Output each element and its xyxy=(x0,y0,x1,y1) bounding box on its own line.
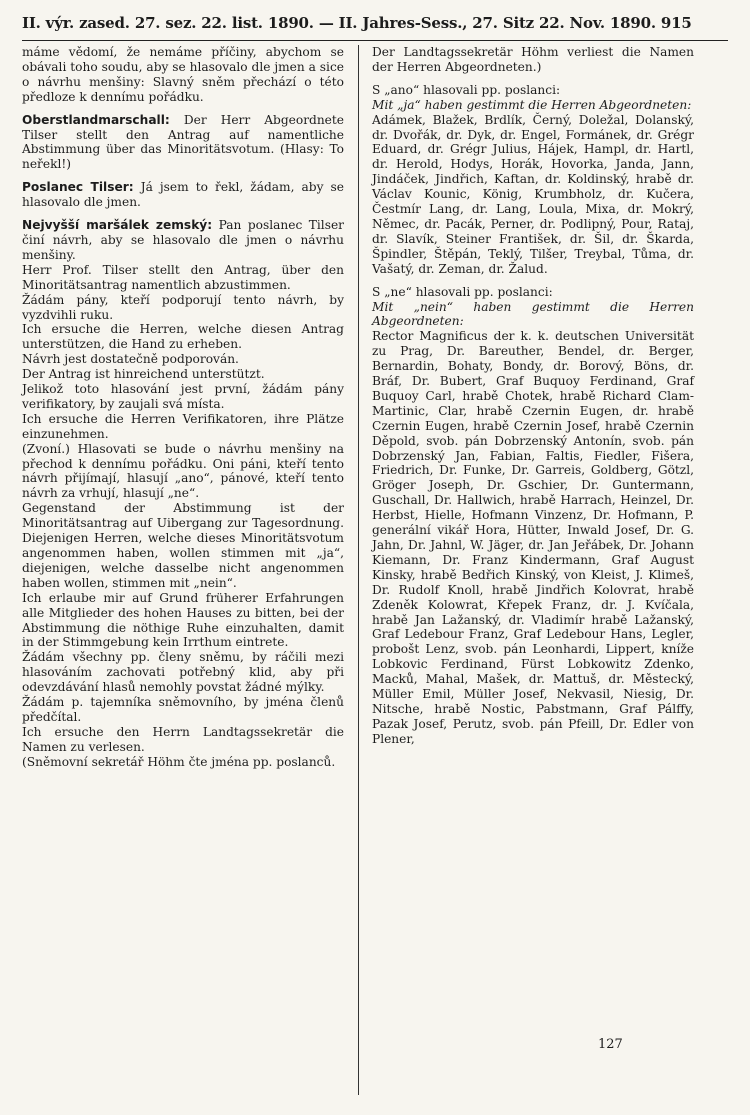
paragraph xyxy=(22,322,344,352)
paragraph-text: Žádám pány, kteří podporují tento návrh, by vyzdvihli ruku. xyxy=(22,292,344,322)
paragraph xyxy=(372,45,694,75)
paragraph-text: Mit „nein“ haben gestimmt die Herren Abgeordneten: xyxy=(372,299,694,329)
left-column xyxy=(22,45,344,770)
paragraph xyxy=(22,180,344,210)
vote-heading-german xyxy=(372,98,694,113)
paragraph xyxy=(22,442,344,502)
paragraph-text: Mit „ja“ haben gestimmt die Herren Abgeordneten: xyxy=(372,97,692,112)
speaker-label: Poslanec Tilser: xyxy=(22,180,134,195)
page-header: II. výr. zased. 27. sez. 22. list. 1890. — II. Jahres-Sess., 27. Sitz 22. Nov. 1890. 915 xyxy=(22,14,692,32)
paragraph-text: Jelikož toto hlasování jest první, žádám pány verifikatory, by zaujali svá místa. xyxy=(22,382,344,411)
paragraph xyxy=(22,45,344,105)
paragraph-text: Pan poslanec Tilser činí návrh, aby se hlasovalo dle jmen o návrhu menšiny. xyxy=(22,218,345,262)
paragraph-text: Herr Prof. Tilser stellt den Antrag, über den Minoritätsantrag namentlich abzustimmen. xyxy=(22,262,344,292)
paragraph-text: Rector Magnificus der k. k. deutschen Universität zu Prag, Dr. Bareuther, Bendel, dr. Berger, Bernardin, Bohaty, Bondy, dr. Borový, Böns, dr. Bráf, Dr. Bubert, Graf Buquoy Ferdinand, Graf Buquoy Carl, hrabě Chotek, hrabě Richard Clam-Martinic, Clar, hrabě Czernin Eugen, dr. hrabě Czernin Eugen, hrabě Czernin Josef, hrabě Czernin Děpold, svob. pán Dobrzenský Antonín, svob. pán Dobrzenský Jan, Fabian, Faltis, Fiedler, Fišera, Friedrich, Dr. Funke, Dr. Garreis, Goldberg, Götzl, Gröger Joseph, Dr. Gschier, Dr. Guntermann, Guschall, Dr. Hallwich, hrabě Harrach, Heinzel, Dr. Herbst, Hielle, Hofmann Vinzenz, Dr. Hofmann, P. generální vikář Hora, Hütter, Inwald Josef, Dr. G. Jahn, Dr. Jahnl, W. Jäger, dr. Jan Jeřábek, Dr. Johann Kiemann, Dr. Franz Kindermann, Graf August Kinsky, hrabě Bedřich Kinský, von Kleist, J. Klimeš, Dr. Rudolf Knoll, hrabě Jindřich Kolovrat, hrabě Zdeněk Kolowrat, Křepek Franz, dr. J. Kvíčala, hrabě Jan Lažanský, dr. Vladimír hrabě Lažanský, Graf Ledebour Franz, Graf Ledebour Hans, Legler, probošt Lenz, svob. pán Leonhardi, Lippert, kníže Lobkovic Ferdinand, Fürst Lobkowitz Zdenko, Macků, Mahal, Mašek, dr. Mattuš, dr. Městecký, Müller Emil, Müller Josef, Nekvasil, Niesig, Dr. Nitsche, hrabě Nostic, Pabstmann, Graf Pálffy, Pazak Josef, Perutz, svob. pán Pfeill, Dr. Edler von Plener, xyxy=(372,329,694,746)
paragraph xyxy=(22,591,344,651)
paragraph-text: Ich ersuche die Herren, welche diesen Antrag unterstützen, die Hand zu erheben. xyxy=(22,322,344,352)
paragraph-text: Ich ersuche den Herrn Landtagssekretär die Namen zu verlesen. xyxy=(22,724,344,754)
paragraph-text: Der Landtagssekretär Höhm verliest die Namen der Herren Abgeordneten.) xyxy=(372,45,694,74)
paragraph xyxy=(22,412,344,442)
speaker-label: Nejvyšší maršálek zemský: xyxy=(22,218,213,233)
paragraph-text: S „ano“ hlasovali pp. poslanci: xyxy=(372,82,561,97)
paragraph-text: (Zvoní.) Hlasovati se bude o návrhu menšiny na přechod k dennímu pořádku. Oni páni, kteří tento návrh přijímají, hlasují „ano“, pánové, kteří tento návrh za vrhují, hlasují „ne“. xyxy=(22,441,344,501)
right-column xyxy=(372,45,694,747)
paragraph-text: (Sněmovní sekretář Höhm čte jména pp. poslanců. xyxy=(22,754,336,769)
paragraph-text: Ich ersuche die Herren Verifikatoren, ihre Plätze einzunehmen. xyxy=(22,411,344,441)
paragraph xyxy=(22,263,344,293)
paragraph-text: S „ne“ hlasovali pp. poslanci: xyxy=(372,284,553,299)
paragraph xyxy=(22,695,344,725)
paragraph xyxy=(22,725,344,755)
paragraph-text: Adámek, Blažek, Brdlík, Černý, Doležal, Dolanský, dr. Dvořák, dr. Dyk, dr. Engel, Formánek, dr. Grégr Eduard, dr. Grégr Julius, Hájek, Hampl, dr. Hartl, dr. Herold, Hodys, Horák, Hovorka, Janda, Jann, Jindáček, Jindřich, Kaftan, dr. Koldinský, hrabě dr. Václav Kounic, König, Krumbholz, dr. Kučera, Čestmír Lang, dr. Lang, Loula, Mixa, dr. Mokrý, Němec, dr. Pacák, Perner, dr. Podlipný, Pour, Rataj, dr. Slavík, Steiner František, dr. Šil, dr. Škarda, Špindler, Štěpán, Teklý, Tilšer, Treybal, Tůma, dr. Vašatý, dr. Zeman, dr. Žalud. xyxy=(372,112,694,276)
paragraph xyxy=(22,367,344,382)
speaker-label: Oberstlandmarschall: xyxy=(22,112,170,127)
paragraph xyxy=(22,501,344,590)
header-rule xyxy=(22,40,728,41)
vote-heading xyxy=(372,83,694,98)
paragraph xyxy=(22,352,344,367)
column-divider xyxy=(358,45,359,1095)
page-number: 127 xyxy=(598,1037,623,1052)
paragraph-text: Der Antrag ist hinreichend unterstützt. xyxy=(22,367,265,382)
paragraph-text: Gegenstand der Abstimmung ist der Minoritätsantrag auf Uibergang zur Tagesordnung. Diejenigen Herren, welche dieses Minoritätsvotum angenommen haben, wollen stimmen mit „ja“, diejenigen, welche dasselbe nicht angenommen haben wollen, stimmen mit „nein“. xyxy=(22,501,344,590)
vote-heading xyxy=(372,285,694,300)
vote-heading-german xyxy=(372,300,694,330)
paragraph-text: Já jsem to řekl, žádam, aby se hlasovalo dle jmen. xyxy=(22,180,344,210)
paragraph-text: Der Herr Abgeordnete Tilser stellt den Antrag auf namentliche Abstimmung über das Minoritätsvotum. (Hlasy: To neřekl!) xyxy=(22,112,344,172)
paragraph xyxy=(22,293,344,323)
paragraph-text: Žádám všechny pp. členy sněmu, by ráčili mezi hlasováním zachovati potřebný klid, aby při odevzdávání hlasů nemohly povstat žádné mýlky. xyxy=(22,650,344,695)
paragraph-text: Návrh jest dostatečně podporován. xyxy=(22,352,239,367)
paragraph xyxy=(22,755,344,770)
paragraph xyxy=(22,218,344,263)
no-voters-list xyxy=(372,329,694,746)
paragraph xyxy=(22,650,344,695)
yes-voters-list xyxy=(372,113,694,277)
paragraph xyxy=(22,382,344,412)
paragraph-text: Ich erlaube mir auf Grund früherer Erfahrungen alle Mitglieder des hohen Hauses zu bitten, bei der Abstimmung die nöthige Ruhe einzuhalten, damit in der Stimmgebung kein Irrthum eintrete. xyxy=(22,590,344,650)
paragraph-text: máme vědomí, že nemáme příčiny, abychom se obávali toho soudu, aby se hlasovalo dle jmen a sice o návrhu menšiny: Slavný sněm přechází o této předloze k dennímu pořádku. xyxy=(22,45,344,104)
paragraph xyxy=(22,113,344,173)
paragraph-text: Žádám p. tajemníka sněmovního, by jména členů předčítal. xyxy=(22,695,344,724)
